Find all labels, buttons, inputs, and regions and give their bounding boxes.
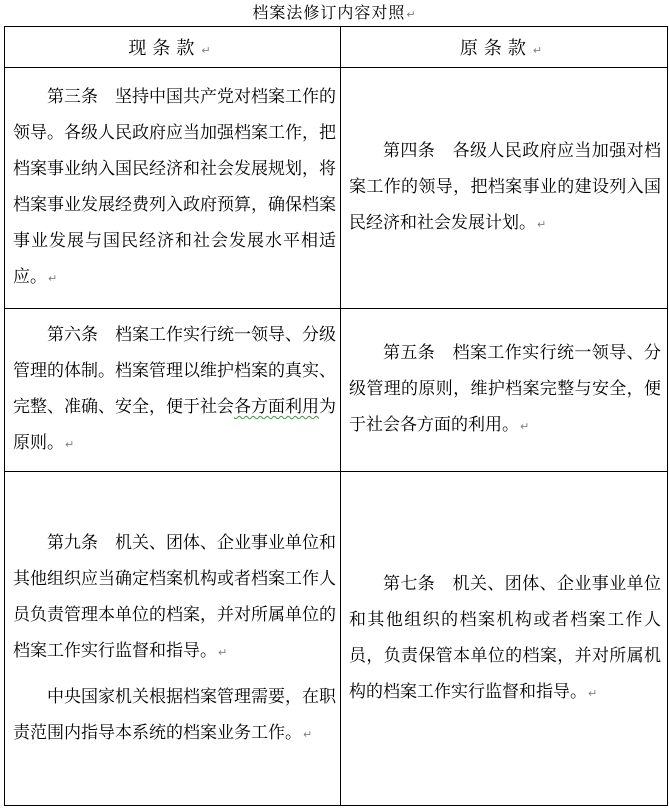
original-clause-cell <box>341 472 668 806</box>
paragraph-mark: ↵ <box>406 8 417 21</box>
original-clause-cell <box>341 309 668 472</box>
paragraph-mark: ↵ <box>532 44 549 57</box>
header-row <box>5 27 668 68</box>
clause-paragraph: 第四条 各级人民政府应当加强对档案工作的领导，把档案事业的建设列入国民经济和社会发展计划。↵ <box>349 141 661 233</box>
clause-paragraph: 第五条 档案工作实行统一领导、分级管理的原则，维护档案完整与安全，便于社会各方面的利用。↵ <box>349 343 661 435</box>
table-row <box>5 309 668 472</box>
header-current: 现条款↵ <box>5 27 341 68</box>
clause-paragraph: 第三条 坚持中国共产党对档案工作的领导。各级人民政府应当加强档案工作，把档案事业纳入国民经济和社会发展规划，将档案事业发展经费列入政府预算，确保档案事业发展与国民经济和社会发展水平相适应。↵ <box>13 87 336 287</box>
paragraph-mark: ↵ <box>201 44 217 57</box>
clause-paragraph: 第九条 机关、团体、企业事业单位和其他组织应当确定档案机构或者档案工作人员负责管理本单位的档案，并对所属单位的档案工作实行监督和指导。↵ <box>13 532 336 661</box>
clause-paragraph: 第七条 机关、团体、企业事业单位和其他组织的档案机构或者档案工作人员，负责保管本单位的档案，并对所属机构的档案工作实行监督和指导。↵ <box>349 573 661 702</box>
current-clause-cell <box>5 309 341 472</box>
table-row <box>5 68 668 309</box>
clause-paragraph: 第六条 档案工作实行统一领导、分级管理的体制。档案管理以维护档案的真实、完整、准确、安全，便于社会各方面利用为原则。↵ <box>13 325 336 453</box>
title-text: 档案法修订内容对照 <box>252 3 406 22</box>
clause-paragraph: 中央国家机关根据档案管理需要，在职责范围内指导本系统的档案业务工作。↵ <box>13 686 336 743</box>
table-row <box>5 472 668 806</box>
original-clause-cell <box>341 68 668 309</box>
spellcheck-underline: 各方面利用 <box>234 397 319 417</box>
header-original: 原条款↵ <box>341 27 668 68</box>
current-clause-cell <box>5 68 341 309</box>
document-title <box>0 2 669 24</box>
current-clause-cell <box>5 472 341 806</box>
comparison-table <box>4 26 668 806</box>
